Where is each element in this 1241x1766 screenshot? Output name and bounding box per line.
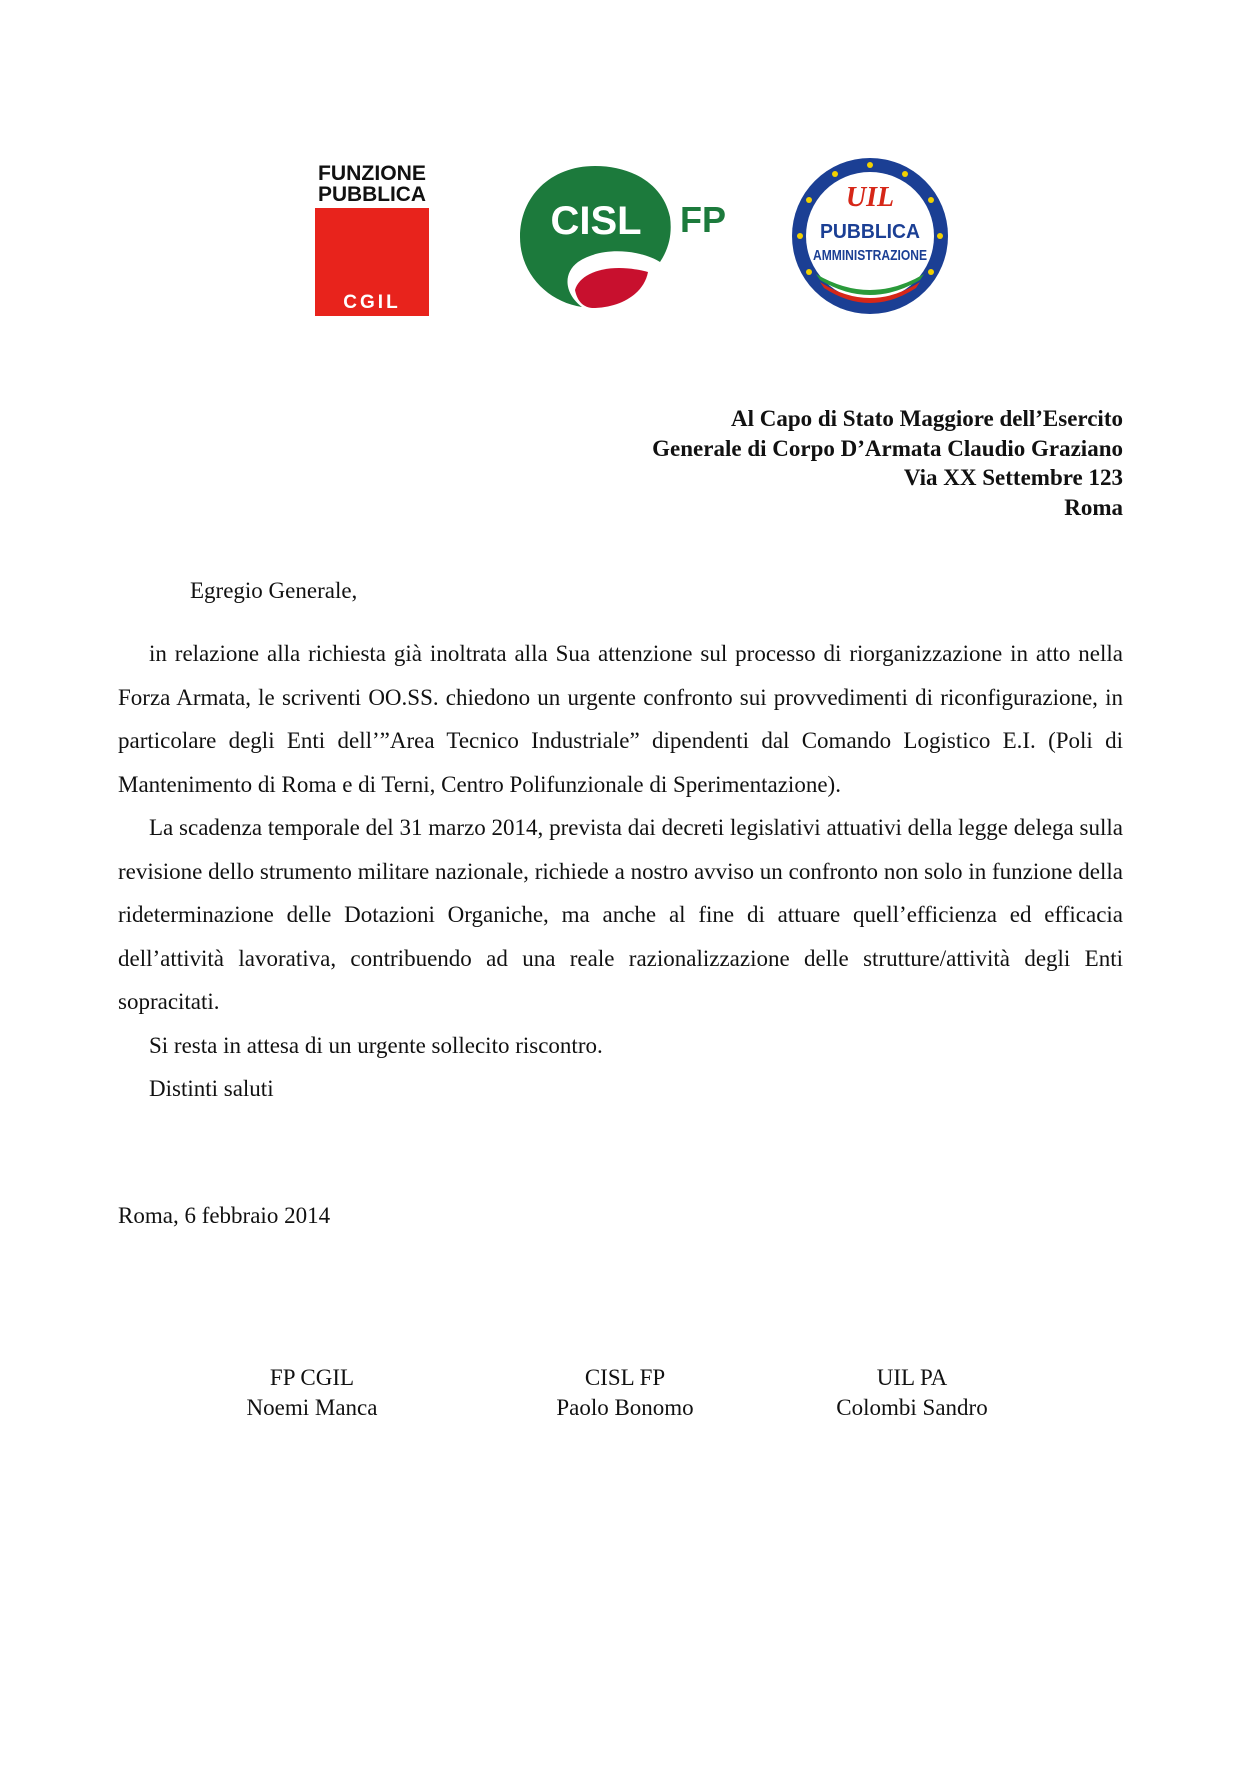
signature-name: Noemi Manca bbox=[246, 1394, 378, 1420]
salutation: Egregio Generale, bbox=[190, 578, 358, 603]
letter-body bbox=[118, 632, 1123, 1111]
signature-fp-cgil bbox=[232, 1363, 392, 1422]
uil-pa-logo bbox=[790, 156, 950, 316]
logo-row bbox=[0, 150, 1241, 320]
paragraph-2: La scadenza temporale del 31 marzo 2014, prevista dai decreti legislativi attuativi della legge delega sulla revisione dello strumento militare nazionale, richiede a nostro avviso un confronto non solo in funzione della rideterminazione delle Dotazioni Organiche, ma anche al fine di attuare quell’efficienza ed efficacia dell’attività lavorativa, contribuendo ad una reale razionalizzazione delle strutture/attività degli Enti sopracitati. bbox=[118, 815, 1123, 1014]
signature-org: CISL FP bbox=[584, 1365, 666, 1390]
uil-logo-line1: PUBBLICA bbox=[820, 221, 920, 243]
recipient-block bbox=[652, 404, 1123, 522]
recipient-line-1: Al Capo di Stato Maggiore dell’Esercito bbox=[730, 406, 1123, 431]
paragraph-3: Si resta in attesa di un urgente sollecito riscontro. bbox=[149, 1032, 603, 1058]
fp-cgil-logo-brand: CGIL bbox=[343, 292, 401, 313]
cisl-red-swoosh bbox=[575, 268, 648, 308]
signature-org: FP CGIL bbox=[269, 1365, 355, 1390]
signature-org: UIL PA bbox=[876, 1365, 948, 1390]
signature-cisl-fp bbox=[540, 1363, 710, 1422]
signature-name: Paolo Bonomo bbox=[556, 1394, 694, 1420]
closing: Distinti saluti bbox=[149, 1076, 274, 1101]
fp-cgil-logo bbox=[315, 158, 429, 316]
paragraph-1: in relazione alla richiesta già inoltrata alla Sua attenzione sul processo di riorganizzazione in atto nella Forza Armata, le scriventi OO.SS. chiedono un urgente confronto sui provvedimenti di riconfigurazione, in particolare degli Enti dell’”Area Tecnico Industriale” dipendenti dal Comando Logistico E.I. (Poli di Mantenimento di Roma e di Terni, Centro Polifunzionale di Sperimentazione). bbox=[118, 641, 1123, 797]
fp-cgil-logo-line1: FUNZIONE bbox=[318, 162, 426, 185]
uil-logo-top: UIL bbox=[845, 182, 895, 213]
date-line: Roma, 6 febbraio 2014 bbox=[118, 1203, 331, 1228]
recipient-line-3: Via XX Settembre 123 bbox=[903, 465, 1123, 490]
signature-name: Colombi Sandro bbox=[836, 1394, 988, 1420]
uil-logo-line2: AMMINISTRAZIONE bbox=[813, 247, 927, 264]
recipient-line-2: Generale di Corpo D’Armata Claudio Graziano bbox=[652, 435, 1123, 461]
signature-uil-pa bbox=[822, 1363, 1002, 1422]
fp-cgil-logo-line2: PUBBLICA bbox=[318, 183, 426, 206]
cisl-logo-main: CISL bbox=[550, 199, 642, 243]
recipient-line-4: Roma bbox=[1064, 494, 1123, 520]
cisl-logo-suffix: FP bbox=[680, 199, 727, 240]
cisl-fp-logo bbox=[520, 162, 730, 312]
